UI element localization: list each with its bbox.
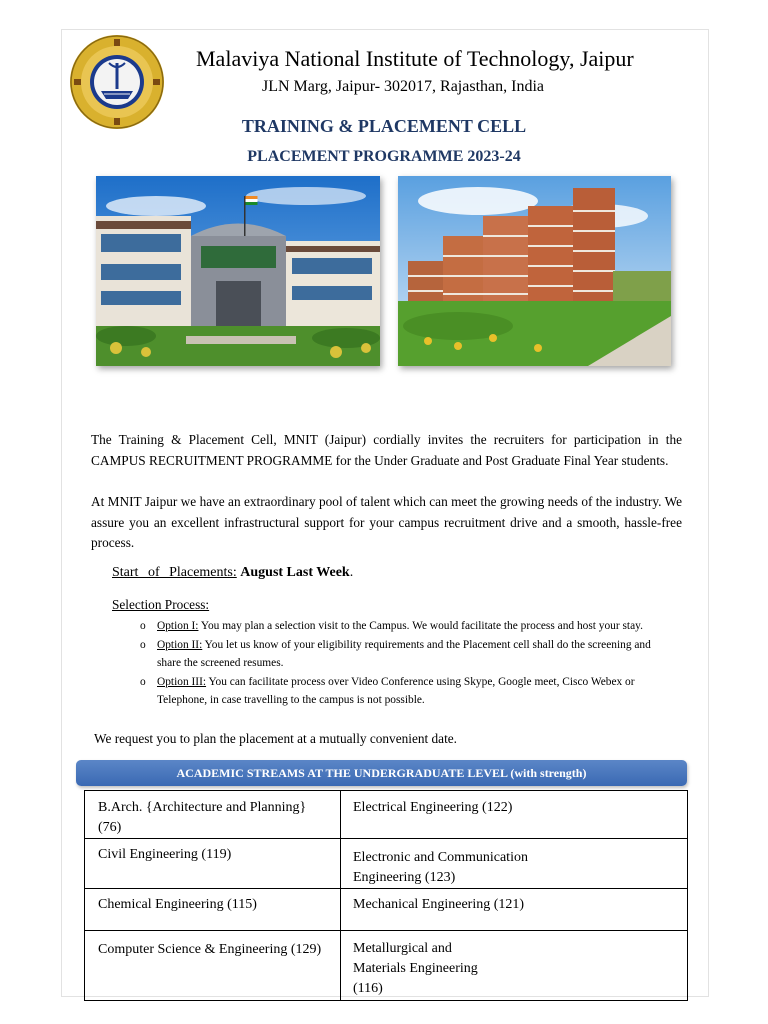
table-cell <box>341 931 688 1001</box>
table-row <box>85 791 688 839</box>
cell-text: Materials Engineering <box>353 961 478 976</box>
cell-text: Civil Engineering (119) <box>98 847 232 862</box>
bullet: o <box>140 676 146 688</box>
request-line: We request you to plan the placement at a mutually convenient date. <box>94 731 457 746</box>
table-cell <box>85 839 341 889</box>
table-row <box>85 931 688 1001</box>
list-item <box>140 617 670 635</box>
bullet: o <box>140 620 146 632</box>
option-label: Option I: <box>157 620 199 632</box>
institute-name: Malaviya National Institute of Technology, Jaipur <box>196 46 634 71</box>
cell-text: Chemical Engineering (115) <box>98 897 257 912</box>
table-cell <box>341 889 688 931</box>
table-cell <box>341 791 688 839</box>
start-label: Start of Placements: <box>112 565 237 580</box>
option-text: You let us know of your eligibility requirements and the Placement cell shall do the screening and share the screened resumes. <box>157 639 651 669</box>
cell-text: Mechanical Engineering (121) <box>353 897 525 912</box>
option-text: You can facilitate process over Video Conference using Skype, Google meet, Cisco Webex or Telephone, in case travelling to the campus is not possible. <box>157 676 635 706</box>
cell-text: Electrical Engineering (122) <box>353 800 513 815</box>
campus-photo-hostel-blocks <box>398 176 671 366</box>
cell-text: B.Arch. {Architecture and Planning} (76) <box>98 800 307 835</box>
cell-title: TRAINING & PLACEMENT CELL <box>241 116 527 136</box>
cell-text: Metallurgical and <box>353 941 452 956</box>
cell-text: Electronic and Communication <box>353 850 528 865</box>
start-of-placements <box>112 565 353 581</box>
table-cell <box>85 791 341 839</box>
option-label: Option II: <box>157 639 203 651</box>
intro-paragraph-1: The Training & Placement Cell, MNIT (Jaipur) cordially invites the recruiters for participation in the CAMPUS RECRUITMENT PROGRAMME for the Under Graduate and Post Graduate Final Year students. <box>91 432 682 468</box>
list-item <box>140 673 670 709</box>
table-cell <box>85 889 341 931</box>
table-row <box>85 839 688 889</box>
option-label: Option III: <box>157 676 207 688</box>
selection-options-list <box>140 617 670 710</box>
table-cell <box>85 931 341 1001</box>
cell-text: Computer Science & Engineering (129) <box>98 942 322 957</box>
institute-address: JLN Marg, Jaipur- 302017, Rajasthan, India <box>262 78 544 95</box>
streams-banner: ACADEMIC STREAMS AT THE UNDERGRADUATE LEVEL (with strength) <box>76 760 687 786</box>
campus-photo-main-building <box>96 176 380 366</box>
programme-title: PLACEMENT PROGRAMME 2023-24 <box>247 148 521 165</box>
streams-table <box>84 790 688 1001</box>
table-row <box>85 889 688 931</box>
table-cell <box>341 839 688 889</box>
cell-text: (116) <box>353 981 383 996</box>
selection-process-heading: Selection Process: <box>112 597 210 612</box>
start-suffix: . <box>349 565 354 580</box>
list-item <box>140 636 670 672</box>
intro-paragraph-2: At MNIT Jaipur we have an extraordinary pool of talent which can meet the growing needs of the industry. We assure you an excellent infrastructural support for your campus recruitment drive and a smooth, hassle-free process. <box>91 494 682 550</box>
bullet: o <box>140 639 146 651</box>
cell-text: Engineering (123) <box>353 870 456 885</box>
start-value: August Last Week <box>240 565 350 580</box>
option-text: You may plan a selection visit to the Campus. We would facilitate the process and host your stay. <box>198 620 643 632</box>
